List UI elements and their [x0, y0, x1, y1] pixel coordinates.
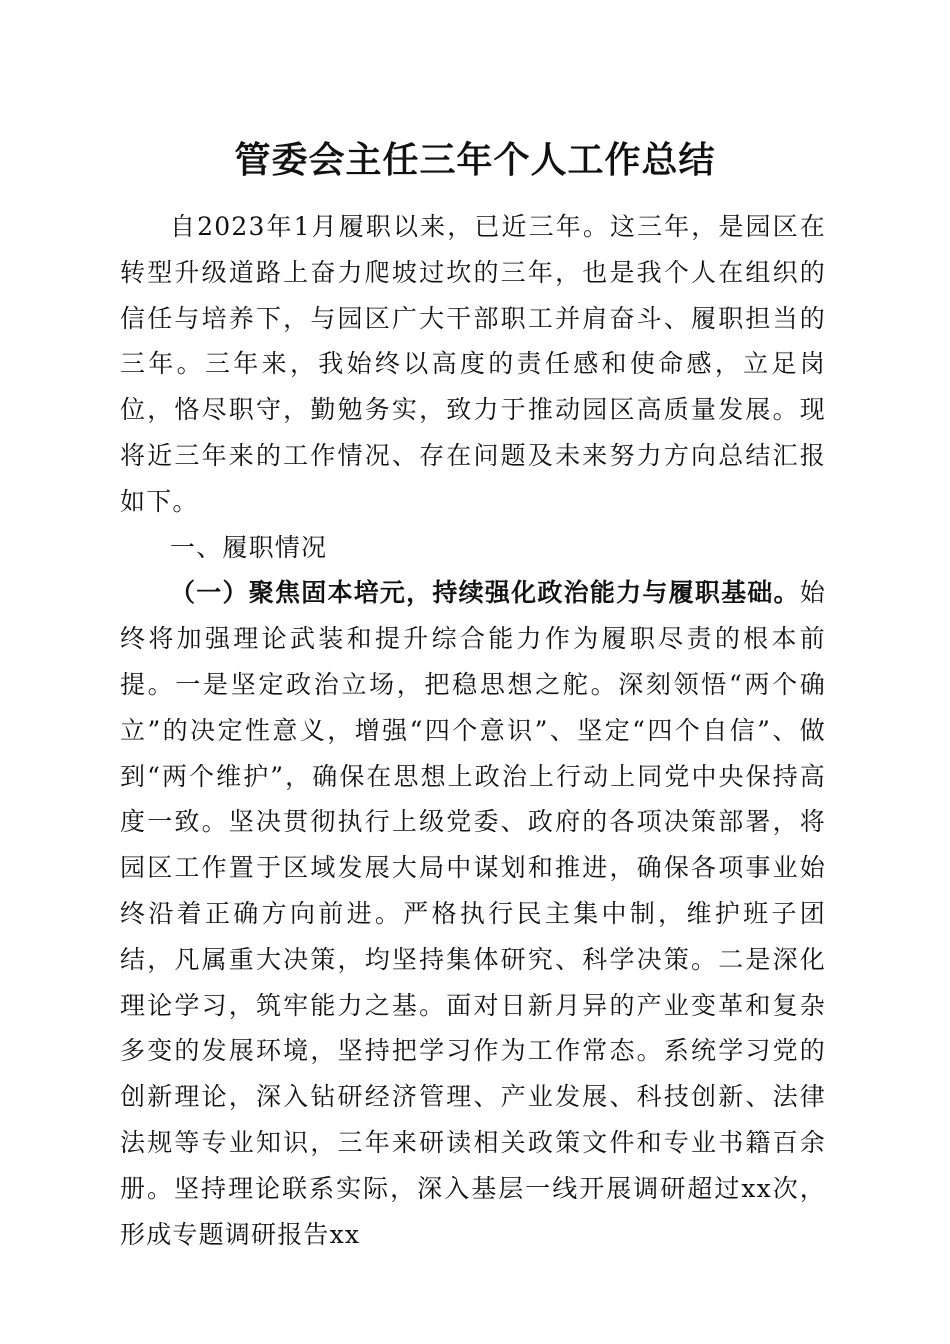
subsection-lead: （一）聚焦固本培元，持续强化政治能力与履职基础。: [170, 578, 800, 608]
section-heading: 一、履职情况: [170, 532, 328, 562]
document-title: 管委会主任三年个人工作总结: [234, 139, 716, 181]
intro-paragraph: 自2023年1月履职以来，已近三年。这三年，是园区在转型升级道路上奋力爬坡过坎的三年，也是我个人在组织的信任与培养下，与园区广大干部职工并肩奋斗、履职担当的三年。三年来，我始终以高度的责任感和使命感，立足岗位，恪尽职守，勤勉务实，致力于推动园区高质量发展。现将近三年来的工作情况、存在问题及未来努力方向总结汇报如下。: [120, 212, 826, 516]
subsection-paragraph: [120, 570, 826, 1257]
subsection-body: 始终将加强理论武装和提升综合能力作为履职尽责的根本前提。一是坚定政治立场，把稳思想之舵。深刻领悟“两个确立”的决定性意义，增强“四个意识”、坚定“四个自信”、做到“两个维护”，确保在思想上政治上行动上同党中央保持高度一致。坚决贯彻执行上级党委、政府的各项决策部署，将园区工作置于区域发展大局中谋划和推进，确保各项事业始终沿着正确方向前进。严格执行民主集中制，维护班子团结，凡属重大决策，均坚持集体研究、科学决策。二是深化理论学习，筑牢能力之基。面对日新月异的产业变革和复杂多变的发展环境，坚持把学习作为工作常态。系统学习党的创新理论，深入钻研经济管理、产业发展、科技创新、法律法规等专业知识，三年来研读相关政策文件和专业书籍百余册。坚持理论联系实际，深入基层一线开展调研超过xx次，形成专题调研报告xx: [120, 578, 826, 1249]
document-body: [120, 204, 826, 1257]
